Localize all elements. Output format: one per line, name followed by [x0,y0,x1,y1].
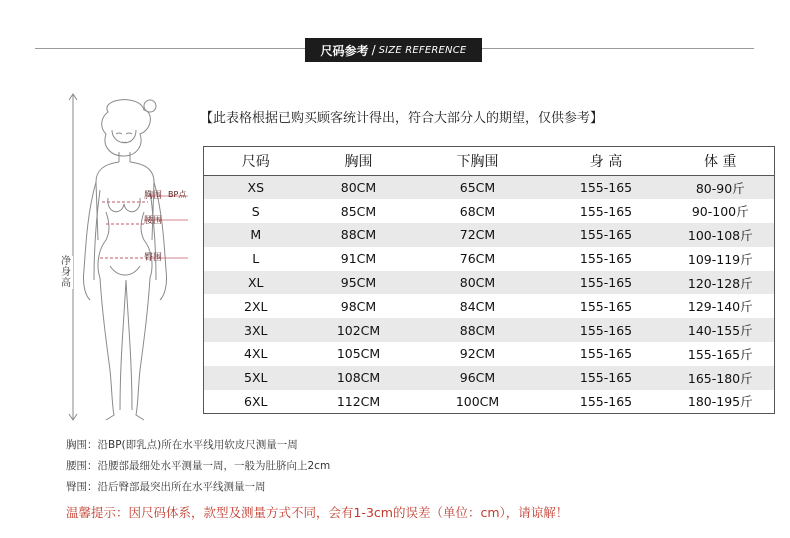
header-rule-right [482,48,754,49]
table-cell: 3XL [204,318,308,342]
table-cell: 68CM [459,203,496,219]
table-cell: 155-165 [579,393,633,409]
table-cell: 80CM [410,271,546,295]
section-title [305,38,482,62]
table-cell: 155-165 [579,203,633,219]
table-cell: 95CM [308,271,410,295]
table-cell: 165-180斤 [667,366,775,390]
table-cell: 155-165 [546,271,667,295]
table-cell: 84CM [459,298,496,314]
table-row [204,247,775,271]
section-title-en: SIZE REFERENCE [378,44,467,56]
table-cell: 109-119斤 [687,251,753,267]
table-cell: 155-165斤 [687,346,753,362]
table-cell: 129-140斤 [687,299,753,315]
table-cell: 180-195斤 [687,394,753,410]
table-cell: 102CM [308,318,410,342]
table-row [204,199,775,223]
section-title-cn: 尺码参考 [320,43,369,58]
table-cell: 105CM [336,346,381,362]
warm-tip: 温馨提示：因尺码体系，款型及测量方式不同，会有1-3cm的误差（单位：cm），请谅解！ [66,505,569,520]
note-chest: 胸围：沿BP(即乳点)所在水平线用软皮尺测量一周 [66,439,298,451]
table-row [204,342,775,366]
table-cell: 155-165 [546,223,667,247]
table-row [204,271,775,295]
height-label: 净身高 [61,256,71,289]
table-cell: S [251,203,260,219]
table-cell: 80-90斤 [667,176,775,200]
table-cell: 72CM [410,223,546,247]
table-row [204,390,775,414]
table-row [204,294,775,318]
table-cell: 85CM [340,203,377,219]
table-cell: 98CM [340,298,377,314]
column-header: 下胸围 [410,147,546,176]
table-cell: 100-108斤 [667,223,775,247]
table-cell: 120-128斤 [667,271,775,295]
column-header: 身 高 [546,147,667,176]
size-table [203,146,775,414]
table-cell: 155-165 [579,346,633,362]
table-row [204,366,775,390]
table-cell: 5XL [204,366,308,390]
table-cell: XL [204,271,308,295]
column-header: 体 重 [667,147,775,176]
table-cell: 100CM [455,393,500,409]
table-cell: 108CM [308,366,410,390]
table-cell: 80CM [308,176,410,200]
table-cell: 4XL [244,346,268,362]
table-cell: 88CM [410,318,546,342]
table-row [204,318,775,342]
intro-text: 【此表格根据已购买顾客统计得出，符合大部分人的期望，仅供参考】 [200,111,604,126]
section-title-separator: / [371,43,376,57]
table-cell: 155-165 [546,318,667,342]
table-cell: M [204,223,308,247]
waist-label: 腰围 [144,216,163,226]
table-cell: 90-100斤 [691,204,749,220]
note-hip: 臀围：沿后臀部最突出所在水平线测量一周 [66,481,266,493]
column-header: 胸围 [308,147,410,176]
body-figure [40,90,190,430]
table-cell: 155-165 [546,366,667,390]
table-cell: 6XL [244,393,268,409]
header-rule-left [35,48,305,49]
table-cell: 96CM [410,366,546,390]
table-row [204,176,775,200]
table-cell: 155-165 [546,176,667,200]
column-header: 尺码 [204,147,308,176]
table-cell: 155-165 [579,298,633,314]
bp-label: BP点 [168,190,187,199]
table-cell: 88CM [308,223,410,247]
table-cell: 140-155斤 [667,318,775,342]
table-cell: L [252,251,260,267]
table-cell: 92CM [459,346,496,362]
chest-label: 胸围 [144,191,163,201]
table-cell: 2XL [244,298,268,314]
table-row [204,223,775,247]
table-cell: 65CM [410,176,546,200]
table-cell: XS [204,176,308,200]
table-cell: 112CM [336,393,381,409]
hip-label: 臀围 [144,253,163,263]
table-cell: 91CM [340,251,377,267]
table-cell: 155-165 [579,251,633,267]
table-header-row [204,147,775,176]
table-cell: 76CM [459,251,496,267]
note-waist: 腰围：沿腰部最细处水平测量一周，一般为肚脐向上2cm [66,460,331,472]
